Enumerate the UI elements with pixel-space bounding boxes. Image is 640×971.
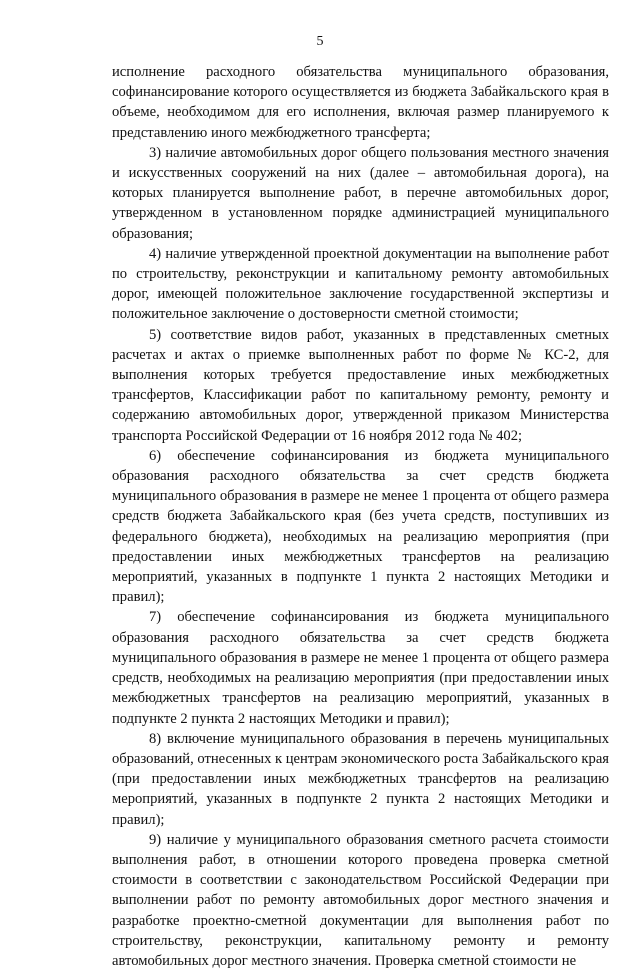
paragraph-item-9: 9) наличие у муниципального образования сметного расчета стоимости выполнения работ, в отношении которого проведена проверка сметной стоимости в соответствии с законодательством Российской Федерации при выполнении работ по ремонту автомобильных дорог местного значения и разработке проектно-сметной документации для выполнения работ по строительству, реконструкции, капитальному ремонту и ремонту автомобильных дорог местного значения. Проверка сметной стоимости не (112, 831, 609, 969)
paragraph-continuation: исполнение расходного обязательства муниципального образования, софинансирование которого осуществляется из бюджета Забайкальского края в объеме, необходимом для его исполнения, включая размер планируемого к представлению иного межбюджетного трансферта; (112, 64, 609, 141)
paragraph-item-4: 4) наличие утвержденной проектной документации на выполнение работ по строительству, реконструкции и капитальному ремонту автомобильных дорог, имеющей положительное заключение государственной экспертизы и положительное заключение о достоверности сметной стоимости; (112, 245, 609, 323)
document-body (112, 62, 609, 971)
paragraph-item-3: 3) наличие автомобильных дорог общего пользования местного значения и искусственных сооружений на них (далее – автомобильная дорога), на которых планируется выполнение работ, в перечне автомобильных дорог, утвержденном в установленном порядке администрацией муниципального образования; (112, 144, 609, 242)
paragraph-item-5: 5) соответствие видов работ, указанных в представленных сметных расчетах и актах о приемке выполненных работ по форме № КС-2, для выполнения которых требуется предоставление иных межбюджетных трансфертов, Классификации работ по капитальному ремонту, ремонту и содержанию автомобильных дорог, утвержденной приказом Министерства транспорта Российской Федерации от 16 ноября 2012 года № 402; (112, 326, 609, 444)
paragraph-item-6: 6) обеспечение софинансирования из бюджета муниципального образования расходного обязательства за счет средств бюджета муниципального образования в размере не менее 1 процента от общего размера средств бюджета Забайкальского края (без учета средств, поступивших из федерального бюджета), необходимых на реализацию мероприятия (при предоставлении иных межбюджетных трансфертов на реализацию мероприятий, указанных в подпункте 1 пункта 2 настоящих Методики и правил); (112, 447, 609, 606)
page-number: 5 (316, 34, 324, 49)
paragraph-item-8: 8) включение муниципального образования в перечень муниципальных образований, отнесенных к центрам экономического роста Забайкальского края (при предоставлении иных межбюджетных трансфертов на реализацию мероприятий, указанных в подпункте 2 пункта 2 настоящих Методики и правил); (112, 730, 610, 828)
paragraph-item-7: 7) обеспечение софинансирования из бюджета муниципального образования расходного обязательства за счет средств бюджета муниципального образования в размере не менее 1 процента от общего размера средств, необходимых на реализацию мероприятия (при предоставлении иных межбюджетных трансфертов на реализацию мероприятий, указанных в подпункте 2 пункта 2 настоящих Методики и правил); (112, 609, 609, 727)
